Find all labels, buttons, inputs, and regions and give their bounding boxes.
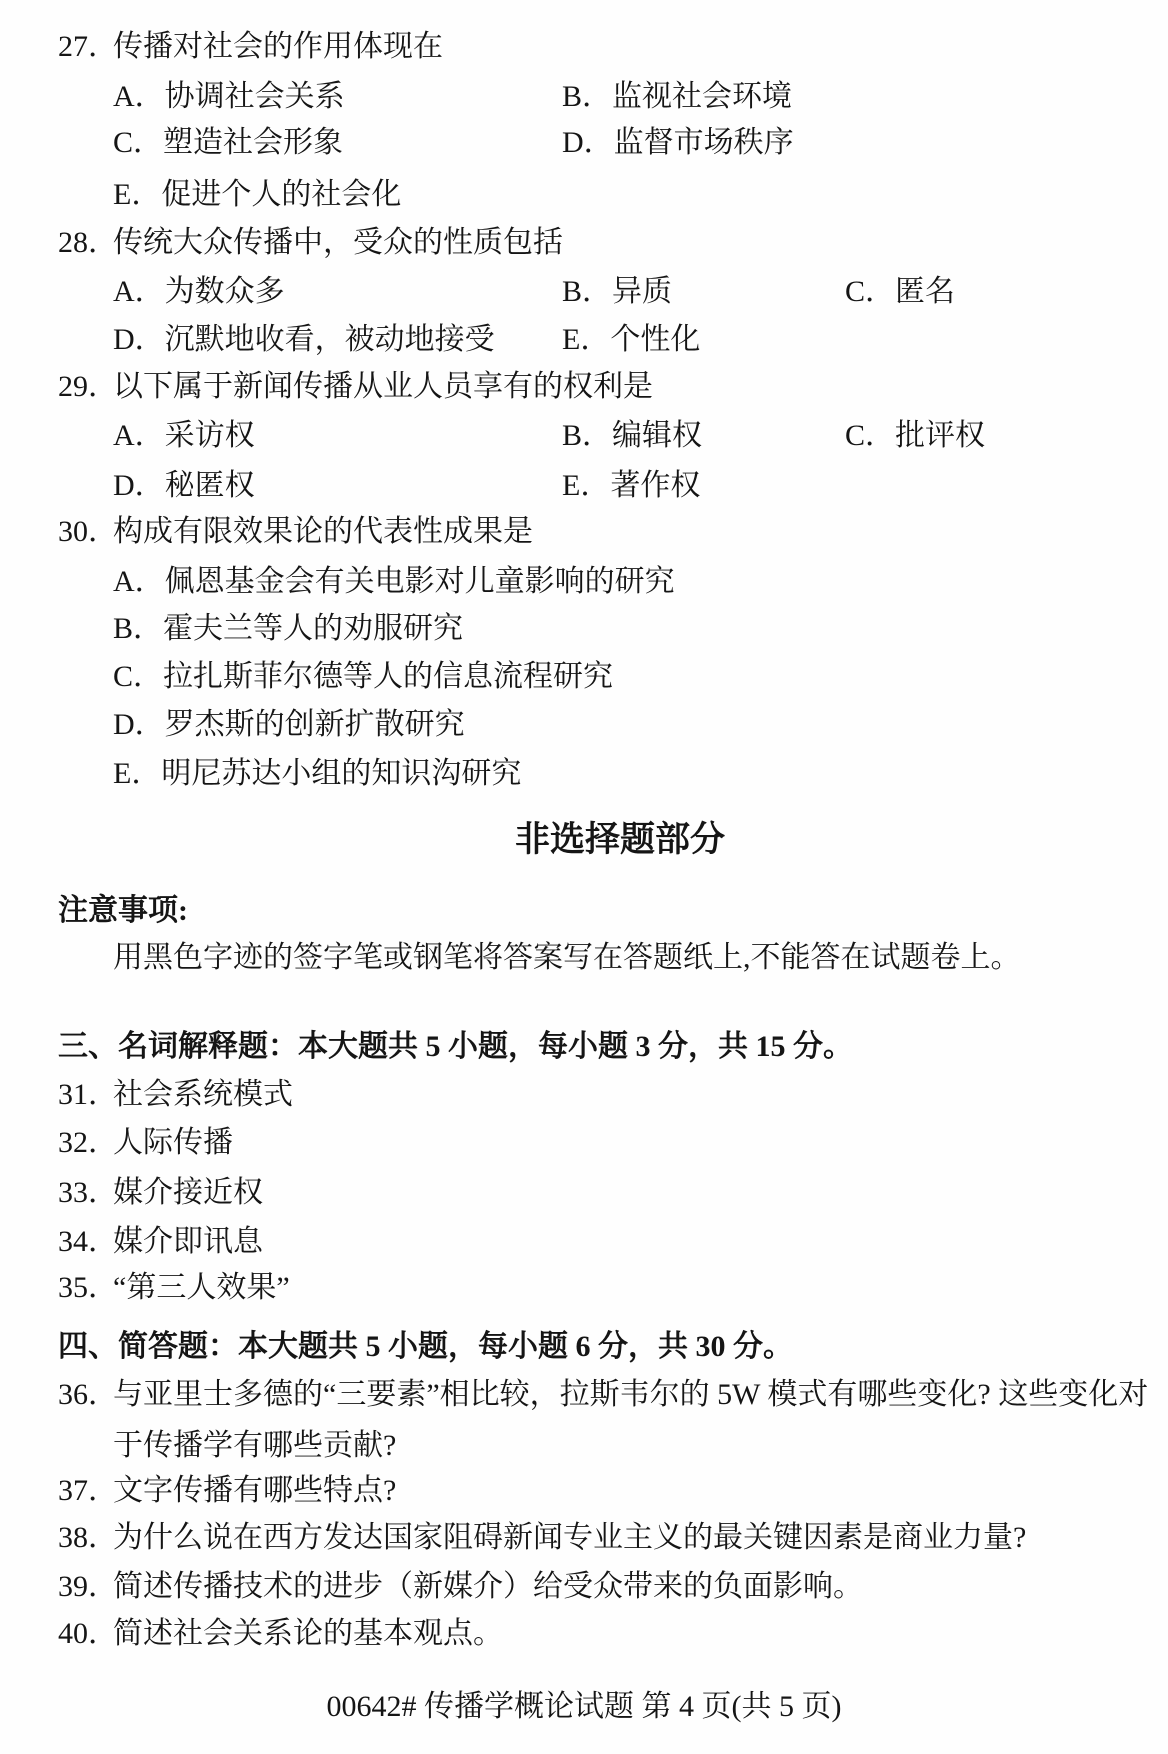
notice-title: 注意事项: — [58, 894, 188, 927]
page-footer — [0, 1684, 1168, 1730]
question-29-option-e: E．著作权 — [562, 469, 701, 502]
notice-body-line — [0, 935, 1168, 981]
question-36-line-2 — [0, 1423, 1168, 1469]
question-27-number: 27． — [58, 30, 118, 63]
question-30-option-d: D．罗杰斯的创新扩散研究 — [113, 708, 465, 741]
question-28-options-row-1 — [0, 269, 1168, 315]
question-28-option-d: D．沉默地收看，被动地接受 — [113, 323, 495, 356]
question-36-line-1 — [0, 1372, 1168, 1418]
question-30-option-a: A．佩恩基金会有关电影对儿童影响的研究 — [113, 565, 675, 598]
question-28-option-c: C．匿名 — [845, 275, 956, 308]
term-32-number: 32． — [58, 1126, 118, 1159]
section-4-heading-line — [0, 1324, 1168, 1370]
question-30-option-e-line — [0, 751, 1168, 797]
section-4-heading: 四、简答题：本大题共 5 小题，每小题 6 分，共 30 分。 — [58, 1330, 793, 1363]
question-37-text: 文字传播有哪些特点? — [113, 1474, 397, 1507]
notice-title-line — [0, 888, 1168, 934]
question-30-option-e: E．明尼苏达小组的知识沟研究 — [113, 757, 522, 790]
question-30-number: 30． — [58, 515, 118, 548]
question-38-number: 38． — [58, 1521, 118, 1554]
question-38-text: 为什么说在西方发达国家阻碍新闻专业主义的最关键因素是商业力量? — [113, 1521, 1027, 1554]
question-36-number: 36． — [58, 1378, 118, 1411]
question-28-number: 28． — [58, 226, 118, 259]
question-27-stem: 传播对社会的作用体现在 — [113, 30, 443, 63]
question-28-options-row-2 — [0, 317, 1168, 363]
question-39-line — [0, 1564, 1168, 1610]
term-34-text: 媒介即讯息 — [113, 1225, 263, 1258]
question-30-option-b-line — [0, 606, 1168, 652]
footer-text: 00642# 传播学概论试题 第 4 页(共 5 页) — [326, 1690, 842, 1723]
question-40-line — [0, 1611, 1168, 1657]
question-27-option-b: B．监视社会环境 — [562, 80, 793, 113]
question-27-option-a: A．协调社会关系 — [113, 80, 345, 113]
non-choice-section-title: 非选择题部分 — [514, 820, 725, 859]
term-32-line — [0, 1120, 1168, 1166]
term-33-line — [0, 1170, 1168, 1216]
question-28-option-e: E．个性化 — [562, 323, 701, 356]
term-35-text: “第三人效果” — [113, 1271, 290, 1304]
question-29-option-b: B．编辑权 — [562, 419, 703, 452]
question-40-number: 40． — [58, 1617, 118, 1650]
question-27-option-d: D．监督市场秩序 — [562, 126, 794, 159]
section-3-heading: 三、名词解释题：本大题共 5 小题，每小题 3 分，共 15 分。 — [58, 1030, 853, 1063]
question-30-option-c-line — [0, 654, 1168, 700]
question-29-option-a: A．采访权 — [113, 419, 255, 452]
question-28-stem-line — [0, 220, 1168, 266]
question-29-stem-line — [0, 364, 1168, 410]
question-27-options-row-2 — [0, 120, 1168, 166]
section-3-heading-line — [0, 1024, 1168, 1070]
question-36-text-line-2: 于传播学有哪些贡献? — [113, 1429, 397, 1462]
question-37-line — [0, 1468, 1168, 1514]
question-27-stem-line — [0, 24, 1168, 70]
question-37-number: 37． — [58, 1474, 118, 1507]
question-36-text-line-1: 与亚里士多德的“三要素”相比较，拉斯韦尔的 5W 模式有哪些变化? 这些变化对 — [113, 1378, 1149, 1411]
term-31-line — [0, 1072, 1168, 1118]
term-33-text: 媒介接近权 — [113, 1176, 263, 1209]
question-30-option-b: B．霍夫兰等人的劝服研究 — [113, 612, 464, 645]
question-28-stem: 传统大众传播中，受众的性质包括 — [113, 226, 563, 259]
question-27-options-row-3 — [0, 172, 1168, 218]
question-30-option-a-line — [0, 559, 1168, 605]
question-39-text: 简述传播技术的进步（新媒介）给受众带来的负面影响。 — [113, 1570, 863, 1603]
question-30-stem-line — [0, 509, 1168, 555]
question-29-options-row-1 — [0, 413, 1168, 459]
question-28-option-a: A．为数众多 — [113, 275, 285, 308]
term-31-number: 31． — [58, 1078, 118, 1111]
question-39-number: 39． — [58, 1570, 118, 1603]
question-38-line — [0, 1515, 1168, 1561]
question-29-number: 29． — [58, 370, 118, 403]
question-29-options-row-2 — [0, 463, 1168, 509]
term-31-text: 社会系统模式 — [113, 1078, 293, 1111]
question-30-option-d-line — [0, 702, 1168, 748]
question-28-option-b: B．异质 — [562, 275, 673, 308]
term-34-line — [0, 1219, 1168, 1265]
question-29-stem: 以下属于新闻传播从业人员享有的权利是 — [113, 370, 653, 403]
question-30-option-c: C．拉扎斯菲尔德等人的信息流程研究 — [113, 660, 614, 693]
question-40-text: 简述社会关系论的基本观点。 — [113, 1617, 503, 1650]
question-27-option-c: C．塑造社会形象 — [113, 126, 344, 159]
term-34-number: 34． — [58, 1225, 118, 1258]
term-32-text: 人际传播 — [113, 1126, 233, 1159]
question-30-stem: 构成有限效果论的代表性成果是 — [113, 515, 533, 548]
question-29-option-c: C．批评权 — [845, 419, 986, 452]
term-33-number: 33． — [58, 1176, 118, 1209]
question-27-options-row-1 — [0, 74, 1168, 120]
question-29-option-d: D．秘匿权 — [113, 469, 255, 502]
notice-body: 用黑色字迹的签字笔或钢笔将答案写在答题纸上,不能答在试题卷上。 — [113, 941, 1021, 974]
question-27-option-e: E．促进个人的社会化 — [113, 178, 402, 211]
term-35-number: 35． — [58, 1271, 118, 1304]
term-35-line — [0, 1265, 1168, 1311]
